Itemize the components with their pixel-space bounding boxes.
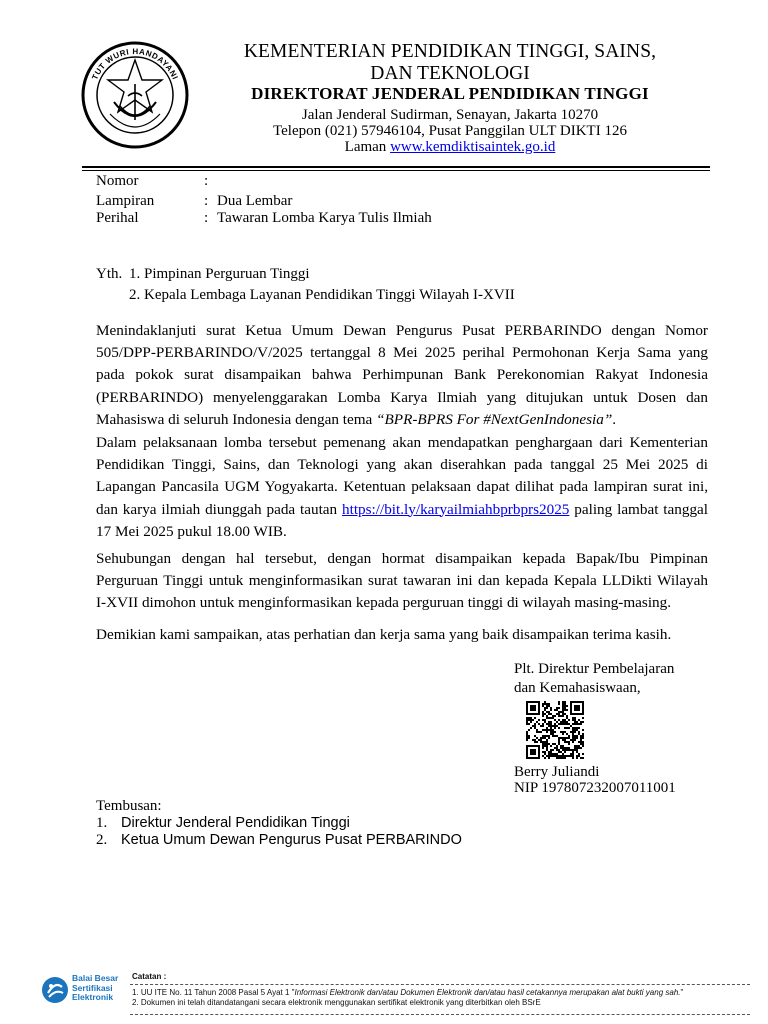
paragraph-1 bbox=[96, 320, 708, 431]
note-1-suffix: " bbox=[680, 988, 684, 997]
directorate-name: DIREKTORAT JENDERAL PENDIDIKAN TINGGI bbox=[251, 84, 649, 103]
p3-line-1: Sehubungan dengan hal tersebut, dengan hormat disampaikan kepada Bapak/Ibu Pimpinan bbox=[96, 550, 708, 567]
submission-link[interactable]: https://bit.ly/karyailmiahbprbprs2025 bbox=[342, 500, 570, 518]
p3-line-3: I-XVII dimohon untuk menginformasikan kepada perguruan tinggi di wilayah masing-masing. bbox=[96, 594, 672, 612]
lampiran-colon: : bbox=[204, 193, 209, 209]
tembusan-number-2: 2. bbox=[96, 832, 108, 848]
tembusan-item-1-text: Direktur Jenderal Pendidikan Tinggi bbox=[121, 815, 350, 831]
p1-line-5 bbox=[96, 409, 708, 431]
footer-rule-bottom bbox=[130, 1014, 750, 1015]
footer-note-1 bbox=[132, 988, 683, 998]
website-label: Laman bbox=[344, 139, 391, 155]
tembusan-item-1 bbox=[121, 814, 350, 832]
footer-note-2: 2. Dokumen ini telah ditandatangani secara elektronik menggunakan sertifikat elektronik yang diterbitkan oleh BSrE bbox=[132, 998, 541, 1007]
p2-line-2: Pendidikan Tinggi, Sains, dan Teknologi yang akan diserahkan pada tanggal 25 Mei 2025 di bbox=[96, 456, 708, 474]
bsre-line-1: Balai Besar bbox=[72, 973, 119, 983]
p2-line-4-end: paling lambat tanggal bbox=[569, 500, 709, 518]
p4-line-1: Demikian kami sampaikan, atas perhatian dan kerja sama yang baik disampaikan terima kasih. bbox=[96, 626, 672, 643]
lampiran-label: Lampiran bbox=[96, 193, 155, 209]
p1-line-5-end: . bbox=[612, 410, 617, 428]
note-1-quote: Informasi Elektronik dan/atau Dokumen Elektronik dan/atau hasil cetakannya merupakan alat bukti yang sah. bbox=[294, 988, 681, 997]
perihal-value: Tawaran Lomba Karya Tulis Ilmiah bbox=[217, 210, 432, 226]
footer-rule-top bbox=[130, 984, 750, 985]
addressee-item-1: 1. Pimpinan Perguruan Tinggi bbox=[129, 266, 310, 282]
p1-line-3: pada pokok surat disampaikan bahwa Perhimpunan Bank Perekonomian Rakyat Indonesia bbox=[96, 366, 708, 384]
letterhead-rule-thin bbox=[82, 170, 710, 171]
p2-line-1: Dalam pelaksanaan lomba tersebut pemenang akan mendapatkan penghargaan dari Kementerian bbox=[96, 434, 708, 451]
p1-line-4: (PERBARINDO) menyelenggarakan Lomba Karya Ilmiah yang ditujukan untuk Dosen dan bbox=[96, 388, 708, 406]
bsre-name bbox=[72, 974, 118, 1003]
catatan-label: Catatan : bbox=[132, 972, 167, 981]
tembusan-item-2-text: Ketua Umum Dewan Pengurus Pusat PERBARINDO bbox=[121, 832, 462, 848]
paragraph-2 bbox=[96, 432, 708, 543]
address: Jalan Jenderal Sudirman, Senayan, Jakarta 10270 bbox=[301, 107, 599, 123]
p2-line-4-text: dan karya ilmiah diunggah pada tautan bbox=[96, 500, 343, 518]
bsre-line-2: Sertifikasi bbox=[72, 982, 113, 993]
signatory-nip: NIP 197807232007011001 bbox=[514, 780, 676, 796]
logo-motto: TUT WURI HANDAYANI bbox=[90, 46, 180, 82]
footer-notes bbox=[132, 972, 683, 1008]
phone: Telepon (021) 57946104, Pusat Panggilan ULT DIKTI 126 bbox=[273, 123, 627, 139]
qr-code bbox=[524, 701, 586, 759]
signatory-title-1: Plt. Direktur Pembelajaran bbox=[514, 661, 675, 677]
website-link[interactable]: www.kemdiktisaintek.go.id bbox=[390, 139, 556, 155]
tembusan-item-2 bbox=[121, 831, 462, 849]
signatory-name: Berry Juliandi bbox=[514, 764, 600, 780]
perihal-colon: : bbox=[204, 210, 209, 226]
bsre-line-3: Elektronik bbox=[72, 992, 114, 1002]
website-line bbox=[190, 140, 710, 155]
letterhead-rule-thick bbox=[82, 166, 710, 168]
ministry-name: KEMENTERIAN PENDIDIKAN TINGGI, SAINS, bbox=[243, 41, 657, 62]
p1-line-5-text: Mahasiswa di seluruh Indonesia dengan tema bbox=[96, 410, 377, 428]
p2-line-3: Lapangan Pancasila UGM Yogyakarta. Ketentuan pelaksaan dapat dilihat pada lampiran surat ini, bbox=[96, 478, 708, 496]
perihal-label: Perihal bbox=[96, 210, 139, 226]
p2-line-5: 17 Mei 2025 pukul 18.00 WIB. bbox=[96, 522, 287, 540]
nomor-colon: : bbox=[204, 173, 209, 189]
tut-wuri-handayani-logo bbox=[80, 40, 190, 150]
addressee-prefix: Yth. bbox=[96, 266, 123, 282]
tembusan-heading: Tembusan: bbox=[96, 798, 162, 814]
p1-line-1: Menindaklanjuti surat Ketua Umum Dewan Pengurus Pusat PERBARINDO dengan Nomor bbox=[96, 322, 708, 339]
p3-line-2: Perguruan Tinggi untuk menginformasikan surat tawaran ini dan kepada Kepala LLDikti Wilayah bbox=[96, 572, 708, 590]
lampiran-value: Dua Lembar bbox=[217, 193, 293, 209]
p1-line-2: 505/DPP-PERBARINDO/V/2025 tertanggal 8 Mei 2025 perihal Permohonan Kerja Sama yang bbox=[96, 344, 708, 362]
addressee-item-2: 2. Kepala Lembaga Layanan Pendidikan Tinggi Wilayah I-XVII bbox=[129, 287, 515, 303]
tembusan-number-1: 1. bbox=[96, 815, 108, 831]
paragraph-3 bbox=[96, 548, 708, 615]
nomor-label: Nomor bbox=[96, 173, 139, 189]
note-1-prefix: 1. UU ITE No. 11 Tahun 2008 Pasal 5 Ayat 1 " bbox=[132, 988, 295, 997]
paragraph-4 bbox=[96, 624, 708, 646]
theme-text: “BPR-BPRS For #NextGenIndonesia” bbox=[376, 410, 613, 428]
ministry-name-cont: DAN TEKNOLOGI bbox=[370, 63, 530, 84]
bsre-logo-icon bbox=[40, 975, 70, 1005]
p2-line-4 bbox=[96, 499, 708, 521]
signatory-title-2: dan Kemahasiswaan, bbox=[514, 680, 641, 696]
